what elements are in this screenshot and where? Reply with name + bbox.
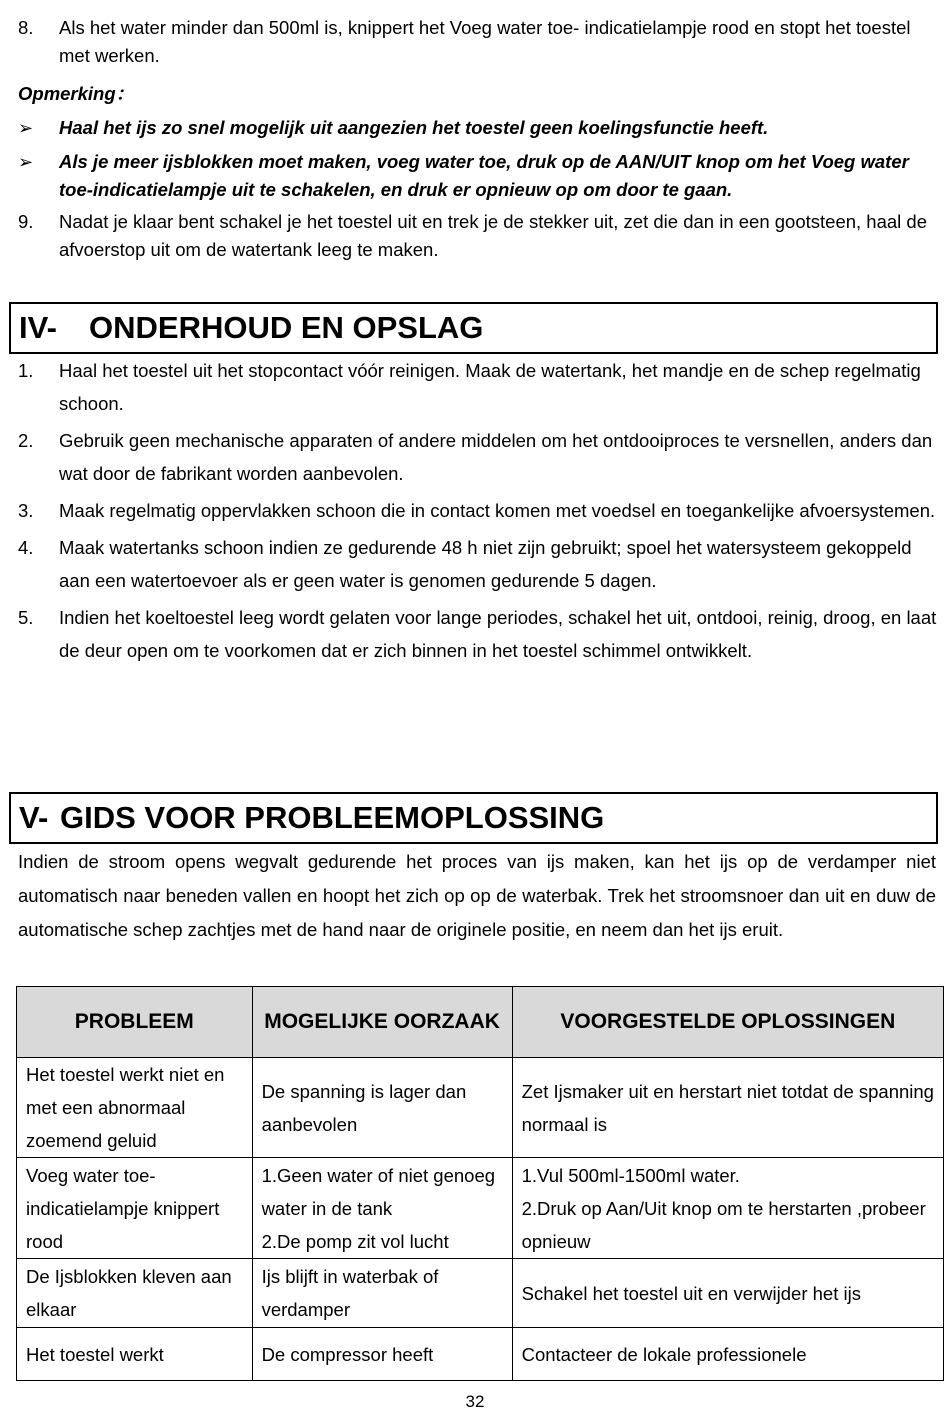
step-list-top (18, 14, 942, 70)
cell-line: 2.Druk op Aan/Uit knop om te herstarten ,probeer opnieuw (521, 1197, 926, 1252)
cell-solution (512, 1328, 943, 1381)
step-list-9 (18, 208, 942, 264)
remark-text: Als je meer ijsblokken moet maken, voeg water toe, druk op de AAN/UIT knop om het Voeg water toe-indicatielampje uit te schakelen, en druk er opnieuw op om door te gaan. (59, 151, 909, 200)
cell-solution (512, 1058, 943, 1158)
cell-cause: De spanning is lager dan aanbevolen (252, 1058, 512, 1158)
item-text: Als het water minder dan 500ml is, knippert het Voeg water toe- indicatielampje rood en stopt het toestel met werken. (59, 17, 911, 66)
header-problem: PROBLEEM (17, 987, 253, 1058)
table-header-row (17, 987, 944, 1058)
cell-problem: Het toestel werkt niet en met een abnormaal zoemend geluid (17, 1058, 253, 1158)
section-heading-troubleshooting (9, 792, 938, 844)
cell-line: Zet Ijsmaker uit en herstart niet totdat de spanning normaal is (521, 1080, 934, 1135)
header-solution: VOORGESTELDE OPLOSSINGEN (512, 987, 943, 1058)
cell-line: 2.De pomp zit vol lucht (261, 1230, 449, 1252)
table-row (17, 1158, 944, 1259)
section-heading-maintenance (9, 302, 938, 354)
item-text: Maak regelmatig oppervlakken schoon die in contact komen met voedsel en toegankelijke afvoersystemen. (59, 500, 936, 521)
maintenance-list (18, 354, 942, 671)
list-item (18, 424, 942, 490)
table-row (17, 1259, 944, 1328)
list-item (18, 531, 942, 597)
item-number: 1. (18, 360, 34, 381)
item-text: Maak watertanks schoon indien ze gedurende 48 h niet zijn gebruikt; spoel het watersysteem gekoppeld aan een watertoevoer als er geen water is genomen gedurende 5 dagen. (59, 537, 912, 591)
list-item (18, 14, 942, 70)
cell-line: 1.Vul 500ml-1500ml water. (521, 1164, 740, 1186)
remark-text: Haal het ijs zo snel mogelijk uit aangezien het toestel geen koelingsfunctie heeft. (59, 117, 769, 138)
cell-line: 1.Geen water of niet genoeg water in de tank (261, 1164, 496, 1219)
item-number: 5. (18, 607, 34, 628)
item-number: 3. (18, 500, 34, 521)
list-item (18, 354, 942, 420)
remark-label: Opmerking： (18, 83, 135, 104)
cell-problem: Het toestel werkt (17, 1328, 253, 1381)
table-row (17, 1328, 944, 1381)
section-number: V- (19, 800, 49, 835)
cell-line: Schakel het toestel uit en verwijder het ijs (521, 1282, 861, 1304)
cell-solution (512, 1259, 943, 1328)
troubleshooting-intro: Indien de stroom opens wegvalt gedurende het proces van ijs maken, kan het ijs op de verdamper niet automatisch naar beneden vallen en hoopt het zich op op de waterbak. Trek het stroomsnoer dan uit en duw de automatische schep zachtjes met de hand naar de originele positie, en neem dan het ijs eruit. (18, 851, 936, 940)
arrow-bullet-icon: ➢ (18, 152, 34, 172)
table-row (17, 1058, 944, 1158)
list-item (18, 208, 942, 264)
arrow-bullet-icon: ➢ (18, 118, 34, 138)
list-item (18, 494, 942, 527)
cell-cause: Ijs blijft in waterbak of verdamper (252, 1259, 512, 1328)
item-number: 8. (18, 17, 34, 38)
list-item (18, 601, 942, 667)
remark-bullet (18, 114, 942, 142)
item-text: Indien het koeltoestel leeg wordt gelaten voor lange periodes, schakel het uit, ontdooi, reinig, droog, en laat de deur open om te voorkomen dat er zich binnen in het toestel schimmel ontwikkelt. (59, 607, 937, 661)
item-text: Haal het toestel uit het stopcontact vóór reinigen. Maak de watertank, het mandje en de schep regelmatig schoon. (59, 360, 921, 414)
section-number: IV- (19, 310, 57, 345)
item-number: 4. (18, 537, 34, 558)
item-number: 9. (18, 211, 34, 232)
troubleshooting-table (16, 986, 944, 1381)
item-text: Gebruik geen mechanische apparaten of andere middelen om het ontdooiproces te versnellen, anders dan wat door de fabrikant worden aanbevolen. (59, 430, 933, 484)
cell-solution (512, 1158, 943, 1259)
cell-problem: De Ijsblokken kleven aan elkaar (17, 1259, 253, 1328)
cell-problem: Voeg water toe-indicatielampje knippert rood (17, 1158, 253, 1259)
header-cause: MOGELIJKE OORZAAK (252, 987, 512, 1058)
section-title: ONDERHOUD EN OPSLAG (89, 310, 484, 345)
cell-line: Contacteer de lokale professionele (521, 1343, 807, 1365)
page-number: 32 (465, 1392, 485, 1411)
remark-bullet (18, 148, 942, 204)
item-number: 2. (18, 430, 34, 451)
item-text: Nadat je klaar bent schakel je het toestel uit en trek je de stekker uit, zet die dan in een gootsteen, haal de afvoerstop uit om de watertank leeg te maken. (59, 211, 927, 260)
cell-cause: De compressor heeft (252, 1328, 512, 1381)
cell-cause (252, 1158, 512, 1259)
section-title: GIDS VOOR PROBLEEMOPLOSSING (60, 800, 605, 835)
